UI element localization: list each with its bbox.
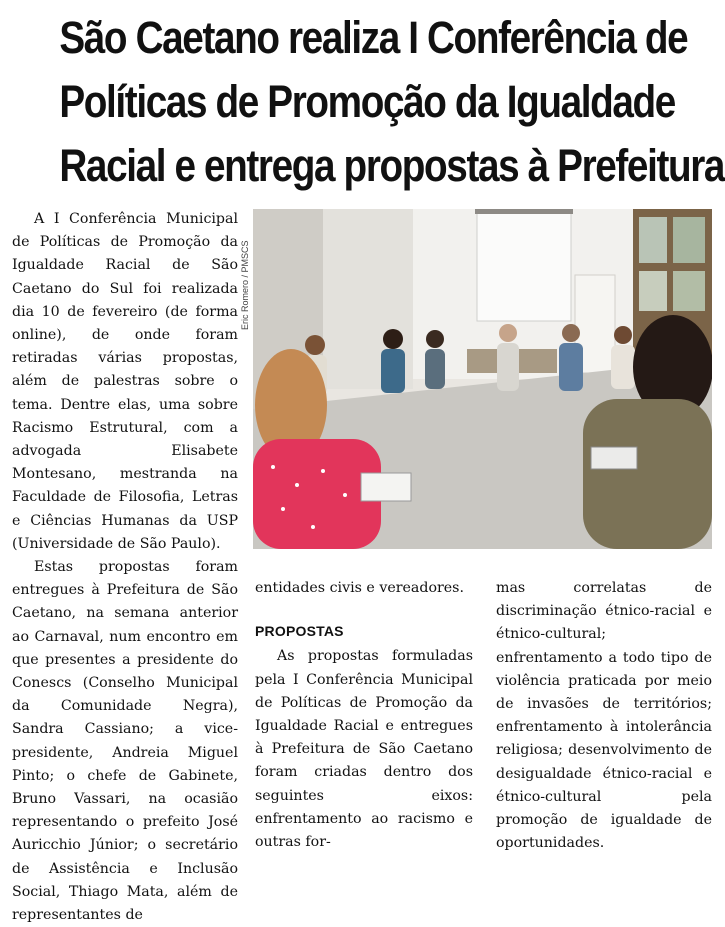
article-photo	[253, 209, 712, 549]
article-column-2	[255, 577, 473, 854]
photo-credit: Eric Romero / PMSCS	[240, 240, 250, 330]
article-headline	[59, 6, 725, 198]
paragraph-axes: mas correlatas de discriminação étnico-racial e étnico-cultural; enfrentamento a todo tipo de violência praticada por meio de invasões de territórios; enfrentamento à intolerância religiosa; desenvolvimento de desigualdade étnico-racial e étnico-cultural pela promoção de igualdade de oportunidades.	[496, 580, 712, 852]
paragraph-proposals: As propostas formuladas pela I Conferência Municipal de Políticas de Promoção da Igualdade Racial e entregues à Prefeitura de São Caetano foram criadas dentro dos seguintes eixos: enfrentamento ao racismo e outras for-	[255, 648, 473, 851]
article-column-1	[12, 208, 238, 927]
section-subhead: PROPOSTAS	[255, 623, 344, 640]
article-column-3	[496, 577, 712, 855]
paragraph-intro: A I Conferência Municipal de Políticas de Promoção da Igualdade Racial de São Caetano do Sul foi realizada dia 10 de fevereiro (de forma online), de onde foram retiradas várias propostas, além de palestras sobre o tema. Dentre elas, uma sobre Racismo Estrutural, com a advogada Elisabete Montesano, mestranda na Faculdade de Filosofia, Letras e Ciências Humanas da USP (Universidade de São Paulo).	[12, 211, 238, 552]
headline-line-2: Políticas de Promoção da Igualdade	[59, 76, 675, 127]
conference-meeting-photo	[253, 209, 712, 549]
paragraph-continuation: entidades civis e vereadores.	[255, 580, 464, 596]
paragraph-proposals-delivery: Estas propostas foram entregues à Prefeitura de São Caetano, na semana anterior ao Carnaval, num encontro em que presentes a presidente do Conescs (Conselho Municipal da Comunidade Negra), Sandra Cassiano; a vice-presidente, Andreia Miguel Pinto; o chefe de Gabinete, Bruno Vassari, na ocasião representando o prefeito José Auricchio Júnior; o secretário de Assistência e Inclusão Social, Thiago Mata, além de representantes de	[12, 559, 238, 924]
headline-line-1: São Caetano realiza I Conferência de	[59, 12, 688, 63]
headline-line-3: Racial e entrega propostas à Prefeitura	[59, 140, 725, 191]
